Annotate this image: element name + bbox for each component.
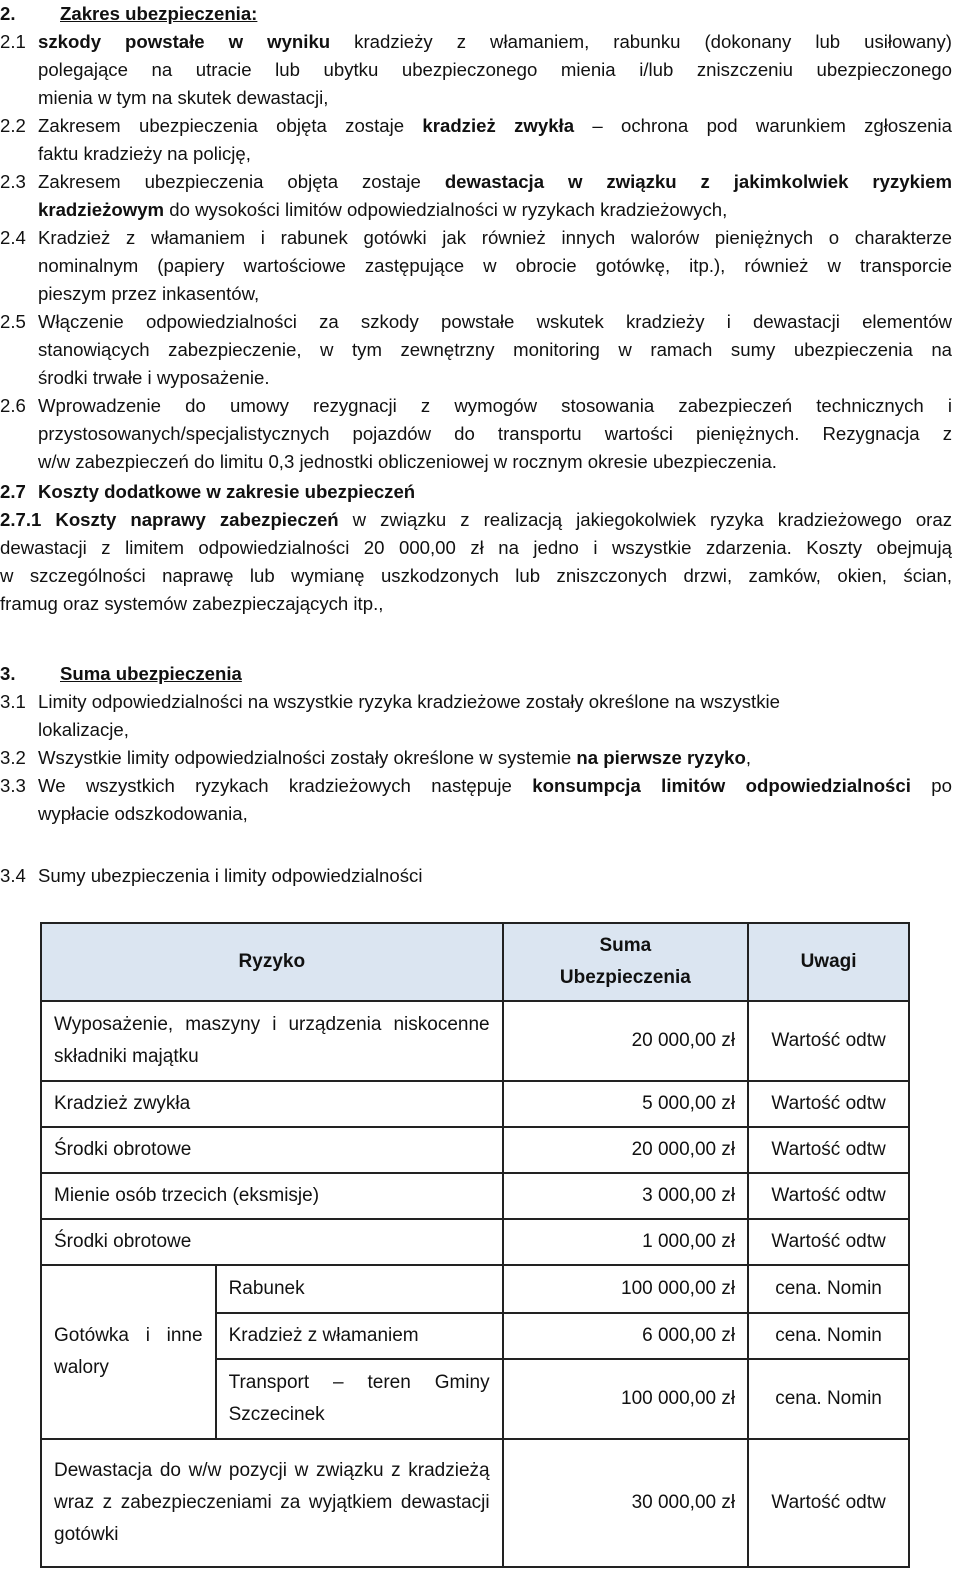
note-cell: cena. Nomin: [748, 1265, 909, 1313]
item-text-line: środki trwałe i wyposażenie.: [38, 367, 270, 388]
item-number: 3.1: [0, 691, 26, 712]
item-text-line: [38, 28, 952, 56]
table-row: [41, 1173, 909, 1219]
item-text-line: lokalizacje,: [38, 719, 129, 740]
item-text-line: mienia w tym na skutek dewastacji,: [38, 87, 329, 108]
item-text-line: w szczególności naprawę lub wymianę uszkodzonych lub zniszczonych drzwi, zamków, okien, ścian,: [0, 565, 952, 586]
section-2-title: Zakres ubezpieczenia:: [60, 3, 258, 24]
header-sum-line1: Suma: [599, 935, 652, 956]
sum-cell: 3 000,00 zł: [503, 1173, 748, 1219]
item-bold-text: Koszty dodatkowe w zakresie ubezpieczeń: [38, 481, 416, 502]
header-notes: Uwagi: [748, 923, 909, 1001]
item-text-line: pieszym przez inkasentów,: [38, 283, 260, 304]
limits-table: [40, 922, 910, 1568]
item-bold-text: konsumpcja limitów odpowiedzialności: [532, 775, 911, 796]
item-bold-text: szkody powstałe w wyniku: [38, 31, 331, 52]
item-text-line: przystosowanych/specjalistycznych pojazdów do transportu wartości pieniężnych. Rezygnacja z: [38, 423, 952, 444]
table-row: [41, 1219, 909, 1265]
item-number: 3.3: [0, 775, 26, 796]
table-row-cash-rabunek: [41, 1265, 909, 1313]
item-number: 2.4: [0, 227, 26, 248]
item-number: 3.2: [0, 747, 26, 768]
item-bold-text: Koszty naprawy zabezpieczeń: [55, 509, 339, 530]
item-text-line: stanowiących zabezpieczenie, w tym zewnętrzny monitoring w ramach sumy ubezpieczenia na: [38, 339, 952, 360]
item-text-fragment: Zakresem ubezpieczenia objęta zostaje: [38, 171, 445, 192]
item-text-line: [38, 196, 952, 224]
item-text-fragment: do wysokości limitów odpowiedzialności w ryzykach kradzieżowych,: [164, 199, 728, 220]
note-cell: Wartość odtw: [748, 1001, 909, 1081]
item-number: 2.7: [0, 481, 26, 502]
item-number: 2.3: [0, 171, 26, 192]
item-bold-text: kradzież zwykła: [422, 115, 575, 136]
risk-cell: Kradzież zwykła: [41, 1081, 503, 1127]
item-text-line: Wprowadzenie do umowy rezygnacji z wymogów stosowania zabezpieczeń technicznych i: [38, 395, 952, 416]
note-cell: cena. Nomin: [748, 1313, 909, 1359]
item-text-line: framug oraz systemów zabezpieczających itp.,: [0, 593, 384, 614]
item-text-line: [0, 506, 952, 534]
risk-cell: Dewastacja do w/w pozycji w związku z kradzieżą wraz z zabezpieczeniami za wyjątkiem dewastacji gotówki: [41, 1439, 503, 1567]
item-number: 2.5: [0, 311, 26, 332]
header-sum: [503, 923, 748, 1001]
cash-group-label: Gotówka i inne walory: [41, 1265, 216, 1439]
item-bold-text: kradzieżowym: [38, 199, 165, 220]
item-number: 3.4: [0, 865, 26, 886]
risk-cell: Środki obrotowe: [41, 1127, 503, 1173]
item-text-line: dewastacji z limitem odpowiedzialności 20 000,00 zł na jedno i wszystkie zdarzenia. Koszty obejmują: [0, 537, 952, 558]
item-text-fragment: – ochrona pod warunkiem zgłoszenia: [574, 115, 952, 136]
item-text-line: Limity odpowiedzialności na wszystkie ryzyka kradzieżowe zostały określone na wszystkie: [38, 691, 780, 712]
item-text-fragment: w związku z realizacją jakiegokolwiek ryzyka kradzieżowego oraz: [338, 509, 952, 530]
header-risk: Ryzyko: [41, 923, 503, 1001]
section-2-number: 2.: [0, 3, 16, 24]
sum-cell: 20 000,00 zł: [503, 1127, 748, 1173]
risk-cell: Środki obrotowe: [41, 1219, 503, 1265]
sub-risk-cell: Transport – teren Gminy Szczecinek: [216, 1359, 503, 1439]
item-number: 2.2: [0, 115, 26, 136]
item-number: 2.6: [0, 395, 26, 416]
table-header-row: [41, 923, 909, 1001]
note-cell: Wartość odtw: [748, 1081, 909, 1127]
note-cell: Wartość odtw: [748, 1439, 909, 1567]
item-text-line: [38, 168, 952, 196]
item-text-fragment: kradzieży z włamaniem, rabunku (dokonany lub usiłowany): [330, 31, 952, 52]
item-text-line: [38, 744, 952, 772]
note-cell: Wartość odtw: [748, 1127, 909, 1173]
table-row: [41, 1081, 909, 1127]
item-text-line: w/w zabezpieczeń do limitu 0,3 jednostki obliczeniowej w rocznym okresie ubezpieczenia.: [38, 451, 777, 472]
item-number: 2.1: [0, 31, 26, 52]
item-text-line: faktu kradzieży na policję,: [38, 143, 251, 164]
item-text-fragment: Wszystkie limity odpowiedzialności zostały określone w systemie: [38, 747, 577, 768]
sub-risk-cell: Rabunek: [216, 1265, 503, 1313]
item-number: 2.7.1: [0, 509, 42, 530]
item-text-fragment: Zakresem ubezpieczenia objęta zostaje: [38, 115, 423, 136]
item-bold-text: na pierwsze ryzyko: [576, 747, 746, 768]
table-row: [41, 1001, 909, 1081]
item-bold-text: dewastacja w związku z jakimkolwiek ryzykiem: [444, 171, 952, 192]
item-text-fragment: ,: [745, 747, 752, 768]
item-text-line: [38, 112, 952, 140]
item-text-line: Sumy ubezpieczenia i limity odpowiedzialności: [38, 865, 423, 886]
item-text-line: Włączenie odpowiedzialności za szkody powstałe wskutek kradzieży i dewastacji elementów: [38, 311, 952, 332]
risk-cell: Mienie osób trzecich (eksmisje): [41, 1173, 503, 1219]
note-cell: Wartość odtw: [748, 1173, 909, 1219]
risk-cell: Wyposażenie, maszyny i urządzenia niskocenne składniki majątku: [41, 1001, 503, 1081]
section-3-title: Suma ubezpieczenia: [60, 663, 242, 684]
sum-cell: 20 000,00 zł: [503, 1001, 748, 1081]
sum-cell: 100 000,00 zł: [503, 1359, 748, 1439]
sum-cell: 6 000,00 zł: [503, 1313, 748, 1359]
item-text-line: nominalnym (papiery wartościowe zastępujące w obrocie gotówkę, itp.), również w transporcie: [38, 255, 952, 276]
section-3-number: 3.: [0, 663, 16, 684]
item-text-line: Kradzież z włamaniem i rabunek gotówki jak również innych walorów pieniężnych o charakterze: [38, 227, 952, 248]
item-text-line: polegające na utracie lub ubytku ubezpieczonego mienia i/lub zniszczeniu ubezpieczonego: [38, 59, 952, 80]
table-row: [41, 1439, 909, 1567]
note-cell: cena. Nomin: [748, 1359, 909, 1439]
sum-cell: 100 000,00 zł: [503, 1265, 748, 1313]
note-cell: Wartość odtw: [748, 1219, 909, 1265]
table-row: [41, 1127, 909, 1173]
item-text-line: [38, 772, 952, 800]
item-text-fragment: po: [910, 775, 952, 796]
sum-cell: 5 000,00 zł: [503, 1081, 748, 1127]
sum-cell: 30 000,00 zł: [503, 1439, 748, 1567]
sub-risk-cell: Kradzież z włamaniem: [216, 1313, 503, 1359]
sum-cell: 1 000,00 zł: [503, 1219, 748, 1265]
item-text-line: wypłacie odszkodowania,: [38, 803, 248, 824]
item-text-fragment: We wszystkich ryzykach kradzieżowych następuje: [38, 775, 533, 796]
header-sum-line2: Ubezpieczenia: [559, 967, 691, 988]
